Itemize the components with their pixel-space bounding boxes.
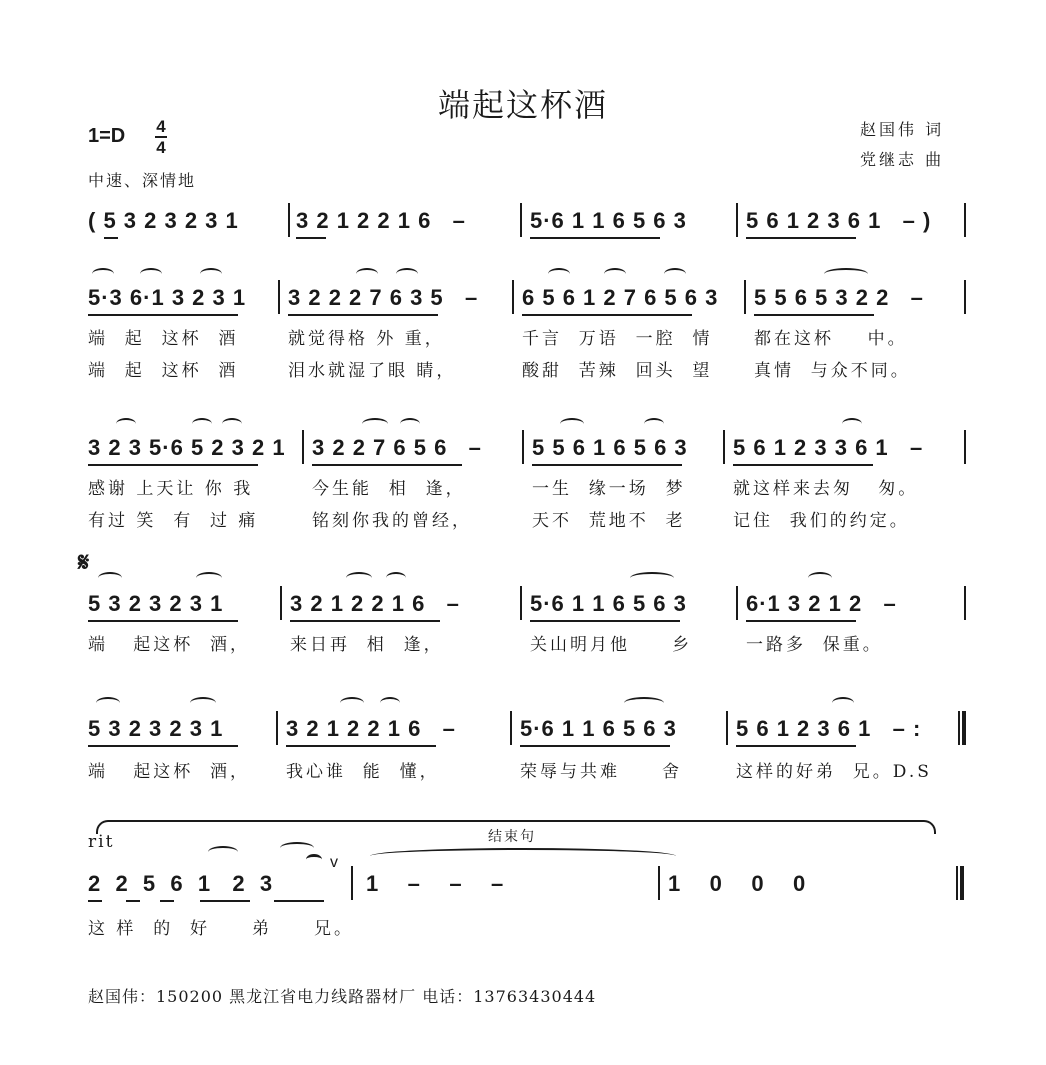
segno-icon: 𝄋 [78, 548, 90, 578]
slur [824, 268, 868, 280]
underline [520, 745, 670, 747]
measure: 2 2 5 6 1 2 3 [88, 871, 274, 896]
barline [512, 280, 514, 314]
measure: 3 2 1 2 2 1 6 – [290, 591, 460, 616]
contact-footer: 赵国伟：150200 黑龙江省电力线路器材厂 电话：13763430444 [88, 987, 597, 1006]
underline [88, 464, 258, 466]
measure: 6 5 6 1 2 7 6 5 6 3 [522, 285, 719, 310]
lyric-line-2: 端 起 这杯 酒 [88, 361, 239, 381]
lyric-line-1: 荣辱与共难 舍 [520, 762, 683, 782]
final-barline [956, 866, 964, 900]
measure: 5 6 1 2 3 6 1 – : [736, 716, 922, 741]
slur [196, 572, 222, 584]
slur [386, 572, 406, 584]
slur [400, 418, 420, 430]
measure: 5·6 1 1 6 5 6 3 [530, 591, 687, 616]
lyric-line-2: 铭刻你我的曾经， [312, 511, 472, 531]
underline [290, 620, 440, 622]
barline [520, 203, 522, 237]
measure: 3 2 2 7 6 5 6 – [312, 435, 482, 460]
lyric-line-1: 端 起这杯 酒， [88, 635, 251, 655]
underline [522, 314, 692, 316]
slur [356, 268, 378, 280]
slur [362, 418, 388, 430]
slur [624, 697, 664, 709]
slur [346, 572, 372, 584]
underline [296, 237, 326, 239]
underline [736, 745, 856, 747]
lyric-line-2: 泪水就湿了眼 睛， [288, 361, 457, 381]
underline [312, 464, 462, 466]
underline [530, 237, 660, 239]
time-signature [155, 118, 167, 156]
measure: 5 5 6 1 6 5 6 3 [532, 435, 688, 460]
measure: 5 6 1 2 3 6 1 – ) [746, 208, 932, 233]
measure: 5 3 2 3 2 3 1 [88, 591, 224, 616]
measure: 5·6 1 1 6 5 6 3 [530, 208, 687, 233]
barline [288, 203, 290, 237]
slur [192, 418, 212, 430]
key-signature [88, 125, 125, 148]
lyric-line-1: 端 起 这杯 酒 [88, 329, 239, 349]
slur [140, 268, 162, 280]
barline [276, 711, 278, 745]
measure: 5·6 1 1 6 5 6 3 [520, 716, 677, 741]
underline [274, 900, 324, 902]
barline [964, 430, 966, 464]
fermata-icon [306, 854, 322, 865]
lyric-line-1: 来日再 相 逢， [290, 635, 444, 655]
notes-row [0, 432, 1046, 472]
slur [644, 418, 664, 430]
lyric-line-2: 真情 与众不同。 [754, 361, 911, 381]
lyric-line-1: 端 起这杯 酒， [88, 762, 251, 782]
measure: 1 – – – [366, 871, 505, 896]
key-label: 1=D [88, 125, 126, 147]
notes-row [0, 588, 1046, 628]
slur [96, 697, 120, 709]
barline [726, 711, 728, 745]
slur [604, 268, 626, 280]
tempo-marking: 中速、深情地 [88, 171, 197, 190]
slur [370, 848, 676, 864]
barline [510, 711, 512, 745]
lyric-line-1: 一生 缘一场 梦 [532, 479, 686, 499]
underline [733, 464, 873, 466]
barline [964, 203, 966, 237]
barline [658, 866, 660, 900]
underline [532, 464, 682, 466]
slur [200, 268, 222, 280]
slur [664, 268, 686, 280]
lyric-line-1: 感谢 上天让 你 我 [88, 479, 254, 499]
lyric-line-1: 这 样 的 好 弟 兄。 [88, 919, 355, 939]
slur [116, 418, 136, 430]
barline [964, 280, 966, 314]
measure: 5 5 6 5 3 2 2 – [754, 285, 924, 310]
slur [98, 572, 122, 584]
lyric-line-1: 我心谁 能 懂， [286, 762, 440, 782]
lyric-line-1: 就觉得格 外 重， [288, 329, 445, 349]
measure: 3 2 1 2 2 1 6 – [296, 208, 466, 233]
slur [842, 418, 862, 430]
lyric-line-1: 都在这杯 中。 [754, 329, 908, 349]
lyric-line-1: 这样的好弟 兄。D.S [736, 762, 932, 782]
underline [286, 745, 436, 747]
measure: 1 0 0 0 [668, 871, 807, 896]
slur [808, 572, 832, 584]
credits [860, 115, 944, 175]
underline [754, 314, 874, 316]
underline [88, 314, 238, 316]
measure: 3 2 1 2 2 1 6 – [286, 716, 456, 741]
slur [630, 572, 674, 584]
breath-mark-icon: v [330, 854, 338, 871]
lyricist-credit: 赵国伟 词 [860, 120, 945, 139]
ending-label: 结束句 [488, 829, 536, 845]
slur [190, 697, 216, 709]
barline [280, 586, 282, 620]
underline [88, 745, 238, 747]
notes-row [0, 205, 1046, 245]
lyric-line-2: 酸甜 苦辣 回头 望 [522, 361, 713, 381]
barline [520, 586, 522, 620]
lyric-line-1: 就这样来去匆 匆。 [733, 479, 919, 499]
lyric-line-1: 一路多 保重。 [746, 635, 883, 655]
lyric-line-1: 今生能 相 逢， [312, 479, 466, 499]
underline [126, 900, 140, 902]
notes-row [0, 713, 1046, 753]
measure: 5 3 2 3 2 3 1 [88, 716, 224, 741]
barline [351, 866, 353, 900]
barline [744, 280, 746, 314]
underline [104, 237, 118, 239]
time-top: 4 [156, 117, 166, 136]
measure: 5·3 6·1 3 2 3 1 [88, 285, 247, 310]
barline [736, 203, 738, 237]
barline [723, 430, 725, 464]
underline [160, 900, 174, 902]
lyric-line-1: 关山明月他 乡 [530, 635, 693, 655]
slur [280, 842, 314, 854]
underline [288, 314, 438, 316]
slur [222, 418, 242, 430]
measure: 3 2 2 2 7 6 3 5 – [288, 285, 479, 310]
barline [278, 280, 280, 314]
slur [208, 846, 238, 858]
barline [302, 430, 304, 464]
ritardando-mark: rit [88, 832, 115, 852]
measure: 3 2 3 5·6 5 2 3 2 1 [88, 435, 286, 460]
barline [736, 586, 738, 620]
slur [380, 697, 400, 709]
underline [530, 620, 680, 622]
slur [92, 268, 114, 280]
repeat-end-barline [958, 711, 966, 745]
song-title: 端起这杯酒 [437, 86, 608, 124]
barline [964, 586, 966, 620]
measure: 5 6 1 2 3 3 6 1 – [733, 435, 924, 460]
underline [88, 900, 102, 902]
measure: 6·1 3 2 1 2 – [746, 591, 897, 616]
composer-credit: 党继志 曲 [860, 150, 945, 169]
time-bottom: 4 [156, 138, 166, 157]
slur [340, 697, 364, 709]
notes-row [0, 868, 1046, 908]
slur [560, 418, 584, 430]
slur [396, 268, 418, 280]
notes-row [0, 282, 1046, 322]
lyric-line-2: 记住 我们的约定。 [733, 511, 910, 531]
underline [88, 620, 238, 622]
lyric-line-1: 千言 万语 一腔 情 [522, 329, 713, 349]
slur [548, 268, 570, 280]
slur [832, 697, 854, 709]
underline [200, 900, 250, 902]
lyric-line-2: 天不 荒地不 老 [532, 511, 686, 531]
lyric-line-2: 有过 笑 有 过 痛 [88, 511, 259, 531]
barline [522, 430, 524, 464]
underline [746, 620, 856, 622]
measure: ( 5 3 2 3 2 3 1 [88, 208, 239, 233]
underline [746, 237, 856, 239]
